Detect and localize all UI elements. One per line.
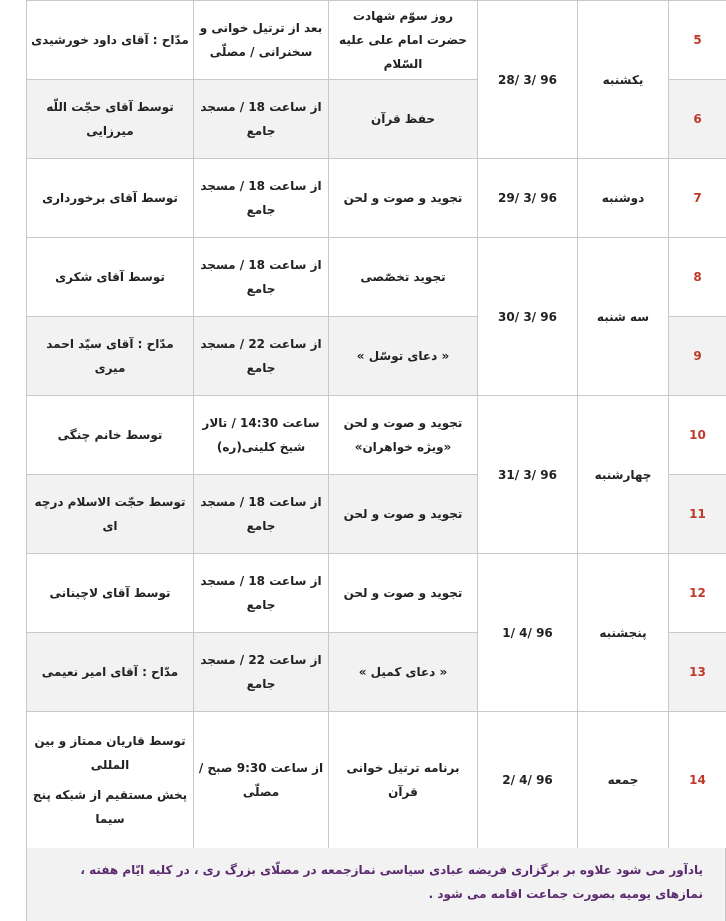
time-place-cell: از ساعت 18 / مسجد جامع [194,554,329,633]
row-number: 12 [669,554,726,633]
day-cell: سه شنبه [578,238,669,396]
date-cell: 96 /3 /29 [478,159,578,238]
time-place-cell: از ساعت 18 / مسجد جامع [194,238,329,317]
row-number: 7 [669,159,726,238]
day-cell: دوشنبه [578,159,669,238]
presenter-cell: توسط حجّت الاسلام درچه ای [27,475,194,554]
program-cell: روز سوّم شهادت حضرت امام علی علیه السّلام [329,1,478,80]
date-cell: 96 /3 /30 [478,238,578,396]
presenter-cell: مدّاح : آقای امیر نعیمی [27,633,194,712]
row-number: 10 [669,396,726,475]
program-cell: تجوید و صوت و لحن «ویژه خواهران» [329,396,478,475]
table-row [27,159,726,238]
row-number: 9 [669,317,726,396]
row-number: 13 [669,633,726,712]
presenter-cell: توسط آقای حجّت اللّه میرزایی [27,80,194,159]
program-cell: تجوید تخصّصی [329,238,478,317]
day-cell: چهارشنبه [578,396,669,554]
presenter-cell: توسط آقای برخورداری [27,159,194,238]
presenter-cell: مدّاح : آقای داود خورشیدی [27,1,194,80]
presenter-cell: توسط آقای لاچینانی [27,554,194,633]
program-cell: حفظ قرآن [329,80,478,159]
row-number: 5 [669,1,726,80]
presenter-cell: توسط آقای شکری [27,238,194,317]
broadcast-line: پخش مستقیم از شبکه پنج سیما [32,788,188,826]
table-row [27,396,726,475]
day-cell: جمعه [578,712,669,849]
presenter-cell: توسط خانم چنگی [27,396,194,475]
date-cell: 96 /4 /2 [478,712,578,849]
date-cell: 96 /3 /28 [478,1,578,159]
program-cell: تجوید و صوت و لحن [329,554,478,633]
time-place-cell: از ساعت 22 / مسجد جامع [194,633,329,712]
presenter-line: توسط قاریان ممتاز و بین المللی [34,734,186,772]
footer-note: یادآور می شود علاوه بر برگزاری فریضه عبادی سیاسی نمازجمعه در مصلّای بزرگ ری ، در کلیه ایّام هفته ، نمازهای یومیه بصورت جماعت اقامه می شود . [26,848,726,921]
program-cell: تجوید و صوت و لحن [329,159,478,238]
program-cell: « دعای کمیل » [329,633,478,712]
day-cell: یکشنبه [578,1,669,159]
row-number: 14 [669,712,726,849]
row-number: 6 [669,80,726,159]
presenter-cell [27,712,194,849]
time-place-cell: از ساعت 18 / مسجد جامع [194,475,329,554]
program-cell: برنامه ترتیل خوانی قرآن [329,712,478,849]
table-row [27,238,726,317]
schedule-table [26,0,726,849]
table-row [27,712,726,849]
row-number: 11 [669,475,726,554]
presenter-cell: مدّاح : آقای سیّد احمد میری [27,317,194,396]
program-cell: تجوید و صوت و لحن [329,475,478,554]
time-place-cell: از ساعت 22 / مسجد جامع [194,317,329,396]
time-place-cell: از ساعت 9:30 صبح / مصلّی [194,712,329,849]
program-cell: « دعای توسّل » [329,317,478,396]
time-place-cell: از ساعت 18 / مسجد جامع [194,80,329,159]
table-row [27,1,726,80]
time-place-cell: از ساعت 18 / مسجد جامع [194,159,329,238]
time-place-cell: بعد از ترتیل خوانی و سخنرانی / مصلّی [194,1,329,80]
table-row [27,554,726,633]
day-cell: پنجشنبه [578,554,669,712]
row-number: 8 [669,238,726,317]
date-cell: 96 /3 /31 [478,396,578,554]
date-cell: 96 /4 /1 [478,554,578,712]
time-place-cell: ساعت 14:30 / تالار شیخ کلینی(ره) [194,396,329,475]
